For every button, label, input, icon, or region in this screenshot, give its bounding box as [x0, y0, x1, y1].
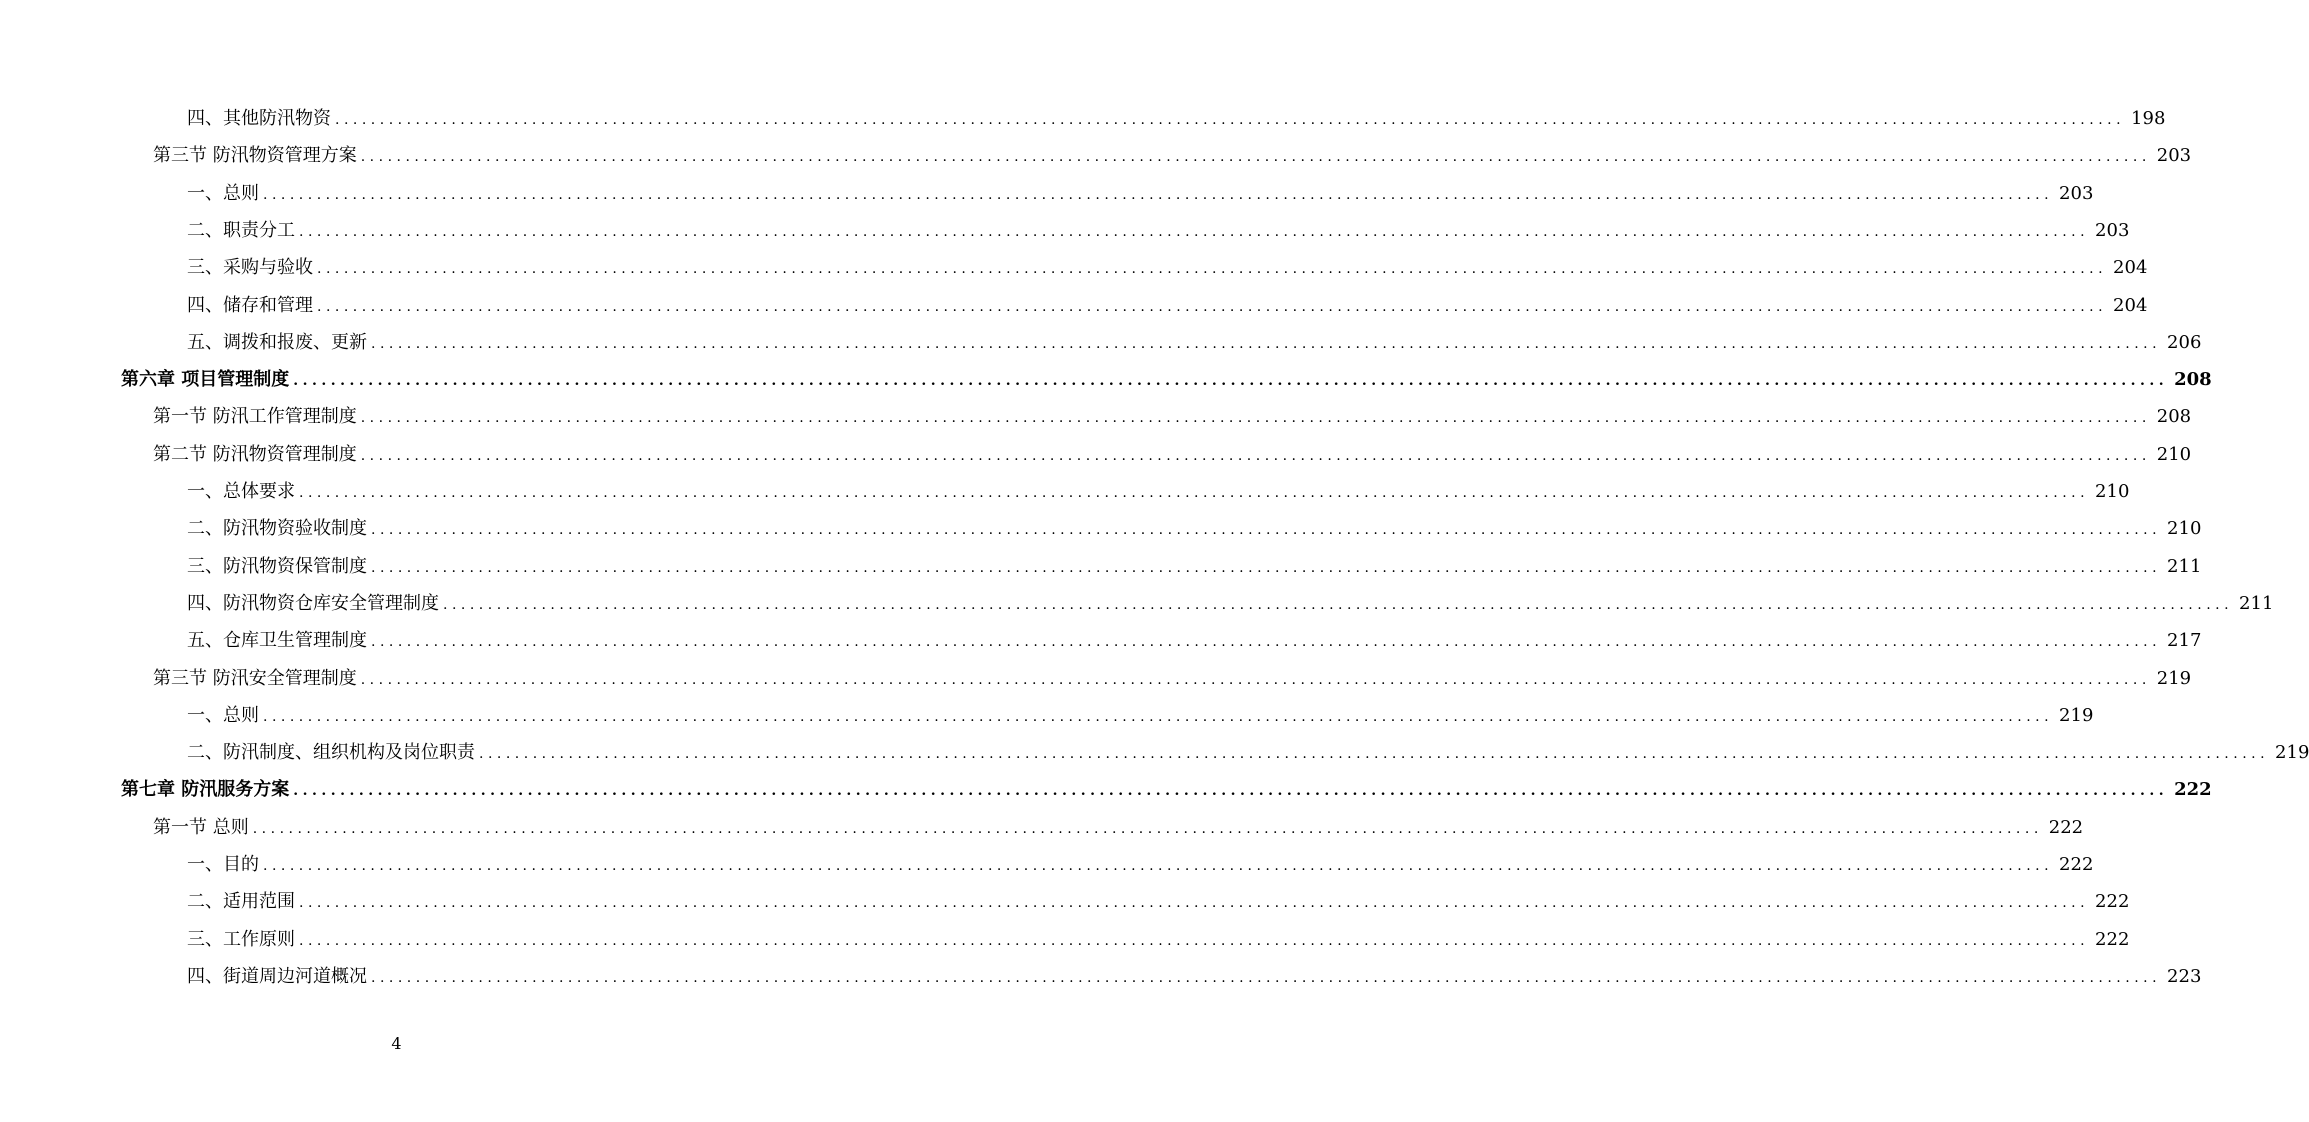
- toc-dot-leader: ........................................................................................................................................................................................................: [371, 522, 2162, 539]
- toc-page-number: 210: [2095, 481, 2130, 502]
- toc-entry-label: 二、适用范围: [187, 891, 295, 913]
- toc-page-number: 211: [2239, 592, 2274, 614]
- page-number: 4: [391, 1034, 402, 1053]
- toc-section-entry[interactable]: [153, 660, 2192, 697]
- toc-dot-leader: ........................................................................................................................................................................................................: [263, 858, 2054, 874]
- toc-section-entry[interactable]: [153, 137, 2192, 174]
- toc-subsection-entry[interactable]: [187, 958, 2202, 995]
- toc-entry-label: 第七章 防汛服务方案: [121, 779, 290, 801]
- toc-subsection-entry[interactable]: [187, 622, 2202, 659]
- toc-dot-leader: ........................................................................................................................................................................................................: [263, 708, 2054, 725]
- toc-subsection-entry[interactable]: [187, 921, 2130, 958]
- toc-entry-label: 一、总体要求: [187, 481, 295, 502]
- toc-page-number: 204: [2113, 257, 2148, 279]
- toc-chapter-entry[interactable]: [121, 771, 2212, 808]
- toc-subsection-entry[interactable]: [187, 585, 2274, 622]
- toc-page-number: 203: [2095, 219, 2130, 241]
- toc-subsection-entry[interactable]: [187, 548, 2202, 585]
- toc-page-number: 222: [2095, 891, 2130, 913]
- toc-section-entry[interactable]: [153, 436, 2192, 473]
- toc-dot-leader: ........................................................................................................................................................................................................: [252, 820, 2043, 837]
- toc-dot-leader: ........................................................................................................................................................................................................: [443, 596, 2234, 613]
- toc-dot-leader: ........................................................................................................................................................................................................: [360, 149, 2151, 166]
- toc-dot-leader: ........................................................................................................................................................................................................: [371, 335, 2162, 352]
- toc-entry-label: 第三节 防汛物资管理方案: [153, 145, 357, 167]
- toc-entry-label: 第六章 项目管理制度: [121, 369, 290, 391]
- toc-page-number: 206: [2167, 331, 2202, 353]
- toc-page-number: 222: [2174, 779, 2212, 801]
- toc-entry-label: 二、职责分工: [187, 219, 295, 241]
- toc-dot-leader: ........................................................................................................................................................................................................: [263, 186, 2054, 203]
- toc-entry-label: 五、调拨和报废、更新: [187, 331, 367, 353]
- toc-entry-label: 二、防汛制度、组织机构及岗位职责: [187, 742, 475, 764]
- toc-section-entry[interactable]: [153, 398, 2192, 435]
- toc-page-number: 222: [2059, 854, 2094, 875]
- toc-page-number: 219: [2156, 667, 2192, 689]
- toc-page-number: 210: [2167, 518, 2202, 540]
- toc-chapter-entry[interactable]: [121, 361, 2212, 398]
- toc-dot-leader: ........................................................................................................................................................................................................: [293, 783, 2169, 800]
- toc-entry-label: 一、总则: [187, 182, 259, 204]
- toc-page-number: 210: [2156, 443, 2192, 465]
- toc-entry-label: 四、其他防汛物资: [187, 108, 331, 129]
- toc-subsection-entry[interactable]: [187, 100, 2166, 137]
- toc-page-number: 222: [2095, 928, 2130, 950]
- toc-subsection-entry[interactable]: [187, 249, 2148, 286]
- toc-page-number: 203: [2156, 145, 2192, 167]
- toc-page-number: 203: [2059, 182, 2094, 204]
- toc-dot-leader: ........................................................................................................................................................................................................: [299, 895, 2090, 912]
- toc-section-entry[interactable]: [153, 809, 2084, 846]
- toc-page-number: 208: [2174, 369, 2212, 391]
- toc-dot-leader: ........................................................................................................................................................................................................: [360, 671, 2151, 688]
- toc-entry-label: 一、目的: [187, 854, 259, 875]
- toc-subsection-entry[interactable]: [187, 846, 2094, 883]
- toc-entry-label: 三、防汛物资保管制度: [187, 555, 367, 577]
- toc-entry-label: 第二节 防汛物资管理制度: [153, 443, 357, 465]
- toc-dot-leader: ........................................................................................................................................................................................................: [371, 969, 2162, 986]
- toc-page-number: 211: [2167, 555, 2202, 577]
- toc-dot-leader: ........................................................................................................................................................................................................: [317, 261, 2108, 278]
- toc-dot-leader: ........................................................................................................................................................................................................: [317, 298, 2108, 315]
- toc-subsection-entry[interactable]: [187, 734, 2309, 771]
- toc-dot-leader: ........................................................................................................................................................................................................: [335, 112, 2126, 128]
- toc-dot-leader: ........................................................................................................................................................................................................: [299, 932, 2090, 949]
- toc-dot-leader: ........................................................................................................................................................................................................: [293, 373, 2169, 390]
- toc-subsection-entry[interactable]: [187, 175, 2094, 212]
- toc-dot-leader: ........................................................................................................................................................................................................: [360, 410, 2151, 427]
- toc-subsection-entry[interactable]: [187, 697, 2094, 734]
- toc-subsection-entry[interactable]: [187, 510, 2202, 547]
- toc-dot-leader: ........................................................................................................................................................................................................: [479, 746, 2270, 763]
- toc-subsection-entry[interactable]: [187, 473, 2130, 510]
- toc-page-number: 223: [2167, 965, 2202, 987]
- toc-dot-leader: ........................................................................................................................................................................................................: [360, 447, 2151, 464]
- toc-entry-label: 第三节 防汛安全管理制度: [153, 667, 357, 689]
- toc-subsection-entry[interactable]: [187, 287, 2148, 324]
- toc-entry-label: 四、街道周边河道概况: [187, 965, 367, 987]
- toc-page-number: 204: [2113, 294, 2148, 316]
- toc-entry-label: 二、防汛物资验收制度: [187, 518, 367, 540]
- toc-entry-label: 三、工作原则: [187, 928, 295, 950]
- toc-subsection-entry[interactable]: [187, 324, 2202, 361]
- toc-entry-label: 三、采购与验收: [187, 257, 313, 279]
- toc-entry-label: 第一节 防汛工作管理制度: [153, 406, 357, 428]
- toc-entry-label: 五、仓库卫生管理制度: [187, 630, 367, 652]
- toc-entry-label: 四、防汛物资仓库安全管理制度: [187, 592, 439, 614]
- toc-page-number: 219: [2059, 704, 2094, 726]
- toc-page-number: 198: [2131, 108, 2166, 129]
- toc-entry-label: 四、储存和管理: [187, 294, 313, 316]
- toc-entry-label: 一、总则: [187, 704, 259, 726]
- toc-page-number: 222: [2048, 816, 2084, 838]
- toc-page-number: 208: [2156, 406, 2192, 428]
- toc-page-number: 219: [2275, 742, 2309, 764]
- toc-dot-leader: ........................................................................................................................................................................................................: [299, 485, 2090, 501]
- toc-subsection-entry[interactable]: [187, 883, 2130, 920]
- toc-entry-label: 第一节 总则: [153, 816, 249, 838]
- toc-dot-leader: ........................................................................................................................................................................................................: [371, 634, 2162, 651]
- toc-page-number: 217: [2167, 630, 2202, 652]
- toc-subsection-entry[interactable]: [187, 212, 2130, 249]
- toc-dot-leader: ........................................................................................................................................................................................................: [299, 223, 2090, 240]
- toc-dot-leader: ........................................................................................................................................................................................................: [371, 559, 2162, 576]
